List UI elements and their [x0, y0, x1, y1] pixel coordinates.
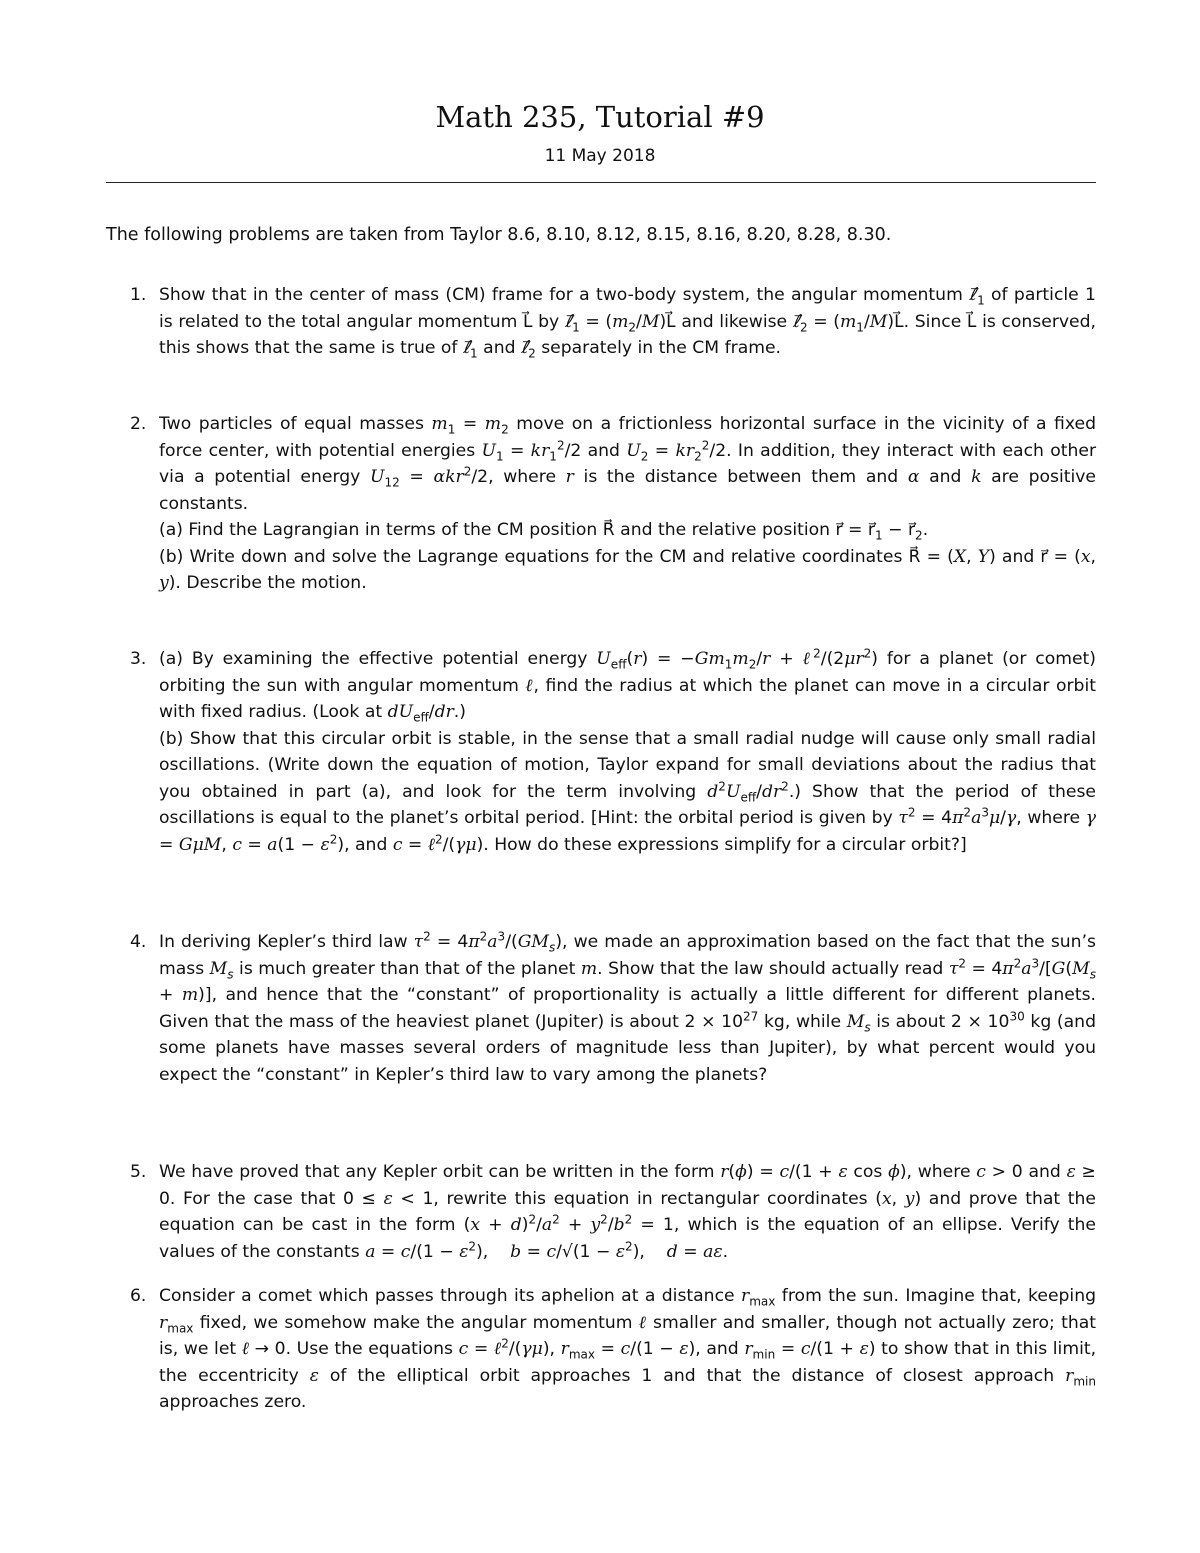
problem-1 — [106, 282, 1096, 362]
problem-6 — [106, 1283, 1096, 1416]
problem-text: We have proved that any Kepler orbit can be written in the form r(ϕ) = c/(1 + ε cos ϕ), where c > 0 and ε ≥ 0. For the case that 0 ≤ ε < 1, rewrite this equation in rectangular coordinates (x, y) and prove that the equation can be cast in the form $(x + d)^2/a^2 + y^2/b^2 = 1$, which is the equation of an ellipse. Verify the values of the constants $a = c/(1 - \varepsilon^2)$, $b = c/√(1 - \varepsilon^2)$, d = aε. — [159, 1162, 1096, 1262]
intro-text: The following problems are taken from Taylor 8.6, 8.10, 8.12, 8.15, 8.16, 8.20, 8.28, 8.30. — [106, 225, 892, 245]
problem-5 — [106, 1159, 1096, 1265]
problem-text: Show that in the center of mass (CM) frame for a two-body system, the angular momentum $\ell⃗_1$ of particle 1 is related to the total angular momentum L⃗ by $\ell⃗_1$ = $(m_2/M)L⃗$ and likewise $\ell⃗_2$ = $(m_1/M)L⃗$. Since L⃗ is conserved, this shows that the same is true of $\ell⃗_1$ and $\ell⃗_2$ separately in the CM frame. — [159, 285, 1097, 361]
problem-number: 1. — [130, 285, 147, 305]
problem-number: 6. — [130, 1286, 147, 1306]
part-label: (a) — [159, 649, 183, 669]
problem-text: Two particles of equal masses $m_1 = m_2$ move on a frictionless horizontal surface in the vicinity of a fixed force center, with potential energies $U_1 = kr_1^2/2$ and $U_2 = kr_2^2/2$. In addition, they interact with each other via a potential energy $U_{12} = \alpha kr^2/2$, where r is the distance between them and α and k are positive constants. (a) Find the Lagrangian in terms of the CM position R⃗ and the relative position r⃗ = $r⃗_1$ − $r⃗_2$. (b) Write down and solve the Lagrange equations for the CM and relative coordinates R⃗ = (X, Y) and r⃗ = (x, y). Describe the motion. — [159, 414, 1097, 593]
problem-text: Consider a comet which passes through its aphelion at a distance $r_{max}$ from the sun. Imagine that, keeping $r_{max}$ fixed, we somehow make the angular momentum ℓ smaller and smaller, though not actually zero; that is, we let ℓ → 0. Use the equations c = ℓ$^2$/(γμ), $r_{max} = c/(1 - \varepsilon)$, and $r_{min} = c/(1 + \varepsilon)$ to show that in this limit, the eccentricity ε of the elliptical orbit approaches 1 and that the distance of closest approach $r_{min}$ approaches zero. — [159, 1286, 1097, 1412]
problem-text: (a) By examining the effective potential energy $U_{eff}(r) = -Gm_1m_2/r$ + $\ell^2/(2\mu r^2)$ for a planet (or comet) orbiting the sun with angular momentum ℓ, find the radius at which the planet can move in a circular orbit with fixed radius. (Look at $dU_{eff}/dr$.) (b) Show that this circular orbit is stable, in the sense that a small radial nudge will cause only small radial oscillations. (Write down the equation of motion, Taylor expand for small deviations about the radius that you obtained in part (a), and look for the term involving $d^2U_{eff}/dr^2$.) Show that the period of these oscillations is equal to the planet’s orbital period. [Hint: the orbital period is given by $\tau^2 = 4\pi^2a^3\mu/\gamma$, where γ = GμM, $c = a(1 - \varepsilon^2)$, and c = ℓ$^2$/(γμ). How do these expressions simplify for a circular orbit?] — [159, 646, 1096, 855]
part-label: (a) — [159, 520, 183, 540]
problem-number: 2. — [130, 414, 147, 434]
problem-4 — [106, 929, 1096, 1088]
problem-text: In deriving Kepler’s third law $\tau^2 = 4\pi^2a^3/(GM_s)$, we made an approximation based on the fact that the sun’s mass $M_s$ is much greater than that of the planet m. Show that the law should actually read $\tau^2 = 4\pi^2a^3/[G(M_s + m)]$, and hence that the “constant” of proportionality is actually a little different for different planets. Given that the mass of the heaviest planet (Jupiter) is about $2 \times 10^{27}$ kg, while $M_s$ is about $2 \times 10^{30}$ kg (and some planets have masses several orders of magnitude less than Jupiter), by what percent would you expect the “constant” in Kepler’s third law to vary among the planets? — [159, 929, 1096, 1085]
problem-number: 3. — [130, 649, 147, 669]
problem-number: 5. — [130, 1162, 147, 1182]
problem-2 — [106, 411, 1096, 597]
part-label: (b) — [159, 546, 184, 567]
title-divider — [106, 182, 1096, 183]
problem-number: 4. — [130, 932, 147, 952]
page-date: 11 May 2018 — [544, 146, 656, 166]
page-title: Math 235, Tutorial #9 — [435, 100, 765, 134]
part-label: (b) — [159, 728, 184, 749]
problem-3 — [106, 646, 1096, 858]
